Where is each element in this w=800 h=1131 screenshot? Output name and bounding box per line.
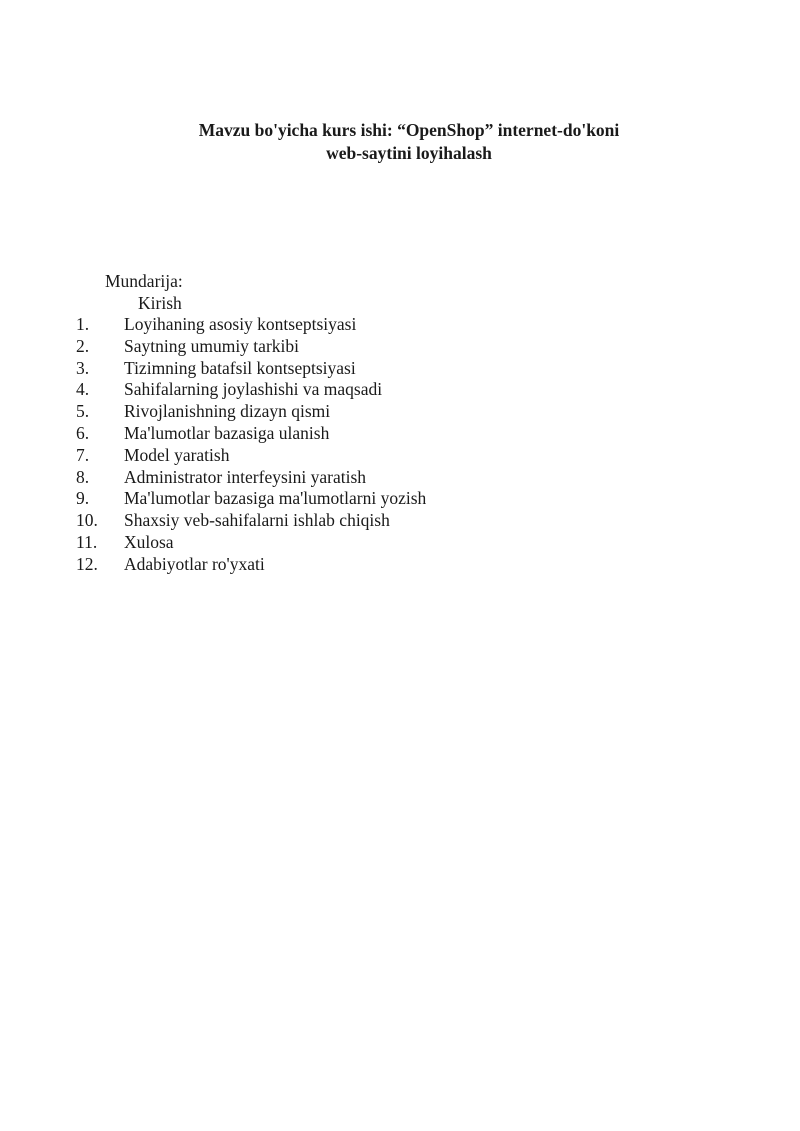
toc-item-number: 6. <box>76 422 90 443</box>
toc-item <box>0 313 800 335</box>
toc-item-number: 11. <box>76 531 98 552</box>
toc-item <box>0 509 800 531</box>
toc-item-number: 12. <box>76 553 98 574</box>
toc-item <box>0 487 800 509</box>
toc-item-text: Ma'lumotlar bazasiga ma'lumotlarni yozish <box>124 488 427 509</box>
toc-item-text: Saytning umumiy tarkibi <box>124 335 299 356</box>
toc-item-number: 1. <box>76 314 90 334</box>
toc-item <box>0 444 800 466</box>
toc-item <box>0 357 800 379</box>
toc-item-text: Tizimning batafsil kontseptsiyasi <box>124 357 356 378</box>
toc-item-text: Model yaratish <box>124 444 230 465</box>
title-line-1: Mavzu bo'yicha kurs ishi: “OpenShop” internet-do'koni <box>198 120 620 140</box>
toc-item <box>0 553 800 575</box>
toc-intro-item: Kirish <box>138 293 182 313</box>
toc-item-number: 3. <box>76 357 90 378</box>
toc-item <box>0 466 800 488</box>
toc-item-number: 7. <box>76 444 90 465</box>
toc-item-text: Rivojlanishning dizayn qismi <box>124 401 331 422</box>
toc-item-number: 10. <box>76 510 98 531</box>
document-title <box>0 119 800 165</box>
toc-item-text: Sahifalarning joylashishi va maqsadi <box>124 379 383 400</box>
toc-item-number: 2. <box>76 335 90 356</box>
toc-item-number: 9. <box>76 488 90 509</box>
toc-list <box>0 313 800 575</box>
toc-item-text: Shaxsiy veb-sahifalarni ishlab chiqish <box>124 510 390 531</box>
toc-item-text: Administrator interfeysini yaratish <box>124 466 367 487</box>
toc-item-number: 4. <box>76 379 90 400</box>
toc-item <box>0 531 800 553</box>
toc-item-text: Adabiyotlar ro'yxati <box>124 553 265 574</box>
toc-heading: Mundarija: <box>105 271 183 291</box>
toc-item-text: Xulosa <box>124 531 174 552</box>
toc-item <box>0 378 800 400</box>
toc-item-number: 8. <box>76 466 90 487</box>
title-line-2: web-saytini loyihalash <box>326 143 492 163</box>
toc-item-number: 5. <box>76 401 90 422</box>
toc-item <box>0 422 800 444</box>
toc-item-text: Loyihaning asosiy kontseptsiyasi <box>124 314 357 334</box>
toc-item-text: Ma'lumotlar bazasiga ulanish <box>124 422 330 443</box>
toc-item <box>0 335 800 357</box>
toc-item <box>0 400 800 422</box>
